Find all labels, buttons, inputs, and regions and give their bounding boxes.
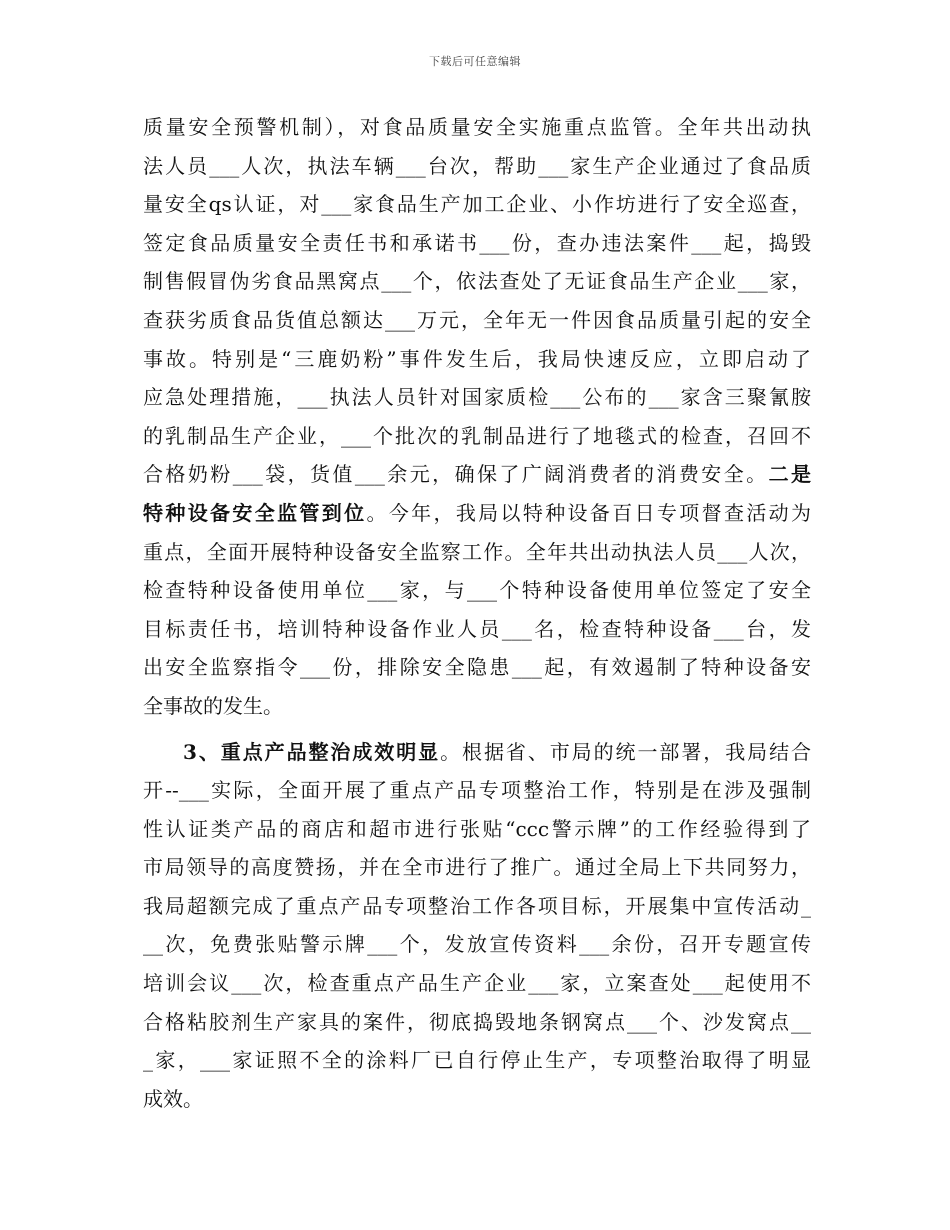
body-text: 市局领导的高度赞扬，并在全市进行了推广。通过全局上下共同努力， [143, 855, 811, 880]
text-line [143, 417, 811, 456]
bold-heading-text: 特种设备安全监管到位 [143, 500, 367, 525]
body-text: 事故。特别是“三鹿奶粉”事件发生后，我局快速反应，立即启动了 [143, 346, 811, 371]
body-text: 量安全qs认证，对___家食品生产加工企业、小作坊进行了安全巡查， [143, 192, 811, 217]
body-text: 培训会议___次，检查重点产品生产企业___家，立案查处___起使用不 [143, 971, 811, 996]
body-text: 重点，全面开展特种设备安全监察工作。全年共出动执法人员___人次， [143, 539, 811, 564]
body-text: 的乳制品生产企业，___个批次的乳制品进行了地毯式的检查，召回不 [143, 423, 811, 448]
body-text: 合格粘胶剂生产家具的案件，彻底捣毁地条钢窝点___个、沙发窝点__ [143, 1009, 811, 1034]
text-line [143, 378, 811, 417]
text-line [143, 925, 811, 964]
text-line [143, 810, 811, 849]
document-body [143, 108, 811, 1118]
body-text: 目标责任书，培训特种设备作业人员___名，检查特种设备___台，发 [143, 616, 811, 641]
text-line [143, 964, 811, 1003]
page-header: 下载后可任意编辑 [429, 55, 521, 68]
text-line [143, 1041, 811, 1080]
text-line [143, 301, 811, 340]
text-line [143, 340, 811, 379]
text-line [143, 887, 811, 926]
text-line [143, 771, 811, 810]
body-text: 合格奶粉___袋，货值___余元，确保了广阔消费者的消费安全。 [143, 462, 769, 487]
body-text: 成效。 [143, 1086, 203, 1111]
body-text: 签定食品质量安全责任书和承诺书___份，查办违法案件___起，捣毁 [143, 230, 811, 255]
text-line [143, 648, 811, 687]
text-line [143, 1003, 811, 1042]
body-text: _家，___家证照不全的涂料厂已自行停止生产，专项整治取得了明显 [143, 1048, 811, 1073]
text-line [143, 610, 811, 649]
body-text: 法人员___人次，执法车辆___台次，帮助___家生产企业通过了食品质 [143, 153, 811, 178]
text-line [143, 533, 811, 572]
text-line [143, 147, 811, 186]
body-text: __次，免费张贴警示牌___个，发放宣传资料___余份，召开专题宣传 [143, 932, 811, 957]
text-line [143, 494, 811, 533]
body-text: 检查特种设备使用单位___家，与___个特种设备使用单位签定了安全 [143, 578, 811, 603]
text-line [143, 1080, 811, 1119]
body-text: 应急处理措施，___执法人员针对国家质检___公布的___家含三聚氰胺 [143, 385, 811, 410]
body-text: 开--___实际，全面开展了重点产品专项整治工作，特别是在涉及强制 [143, 778, 811, 803]
text-line [143, 455, 811, 494]
body-text: 。今年，我局以特种设备百日专项督查活动为 [366, 500, 812, 525]
bold-heading-text: 3、重点产品整治成效明显 [183, 739, 441, 764]
body-text: 我局超额完成了重点产品专项整治工作各项目标，开展集中宣传活动_ [143, 893, 811, 918]
body-text: 出安全监察指令___份，排除安全隐患___起，有效遏制了特种设备安 [143, 655, 811, 680]
body-text: 制售假冒伪劣食品黑窝点___个，依法查处了无证食品生产企业___家， [143, 269, 811, 294]
body-text: 全事故的发生。 [143, 693, 283, 718]
paragraph-gap [143, 726, 811, 733]
text-line [143, 185, 811, 224]
text-line [143, 848, 811, 887]
text-line [143, 687, 811, 726]
body-text: 性认证类产品的商店和超市进行张贴“ccc警示牌”的工作经验得到了 [143, 816, 811, 841]
text-line [143, 224, 811, 263]
text-line [143, 733, 811, 772]
text-line [143, 108, 811, 147]
body-text: 。根据省、市局的统一部署，我局结合 [440, 739, 811, 764]
bold-heading-text: 二是 [768, 462, 812, 487]
body-text: 质量安全预警机制），对食品质量安全实施重点监管。全年共出动执 [143, 115, 811, 139]
text-line [143, 571, 811, 610]
body-text: 查获劣质食品货值总额达___万元，全年无一件因食品质量引起的安全 [143, 307, 811, 332]
text-line [143, 262, 811, 301]
